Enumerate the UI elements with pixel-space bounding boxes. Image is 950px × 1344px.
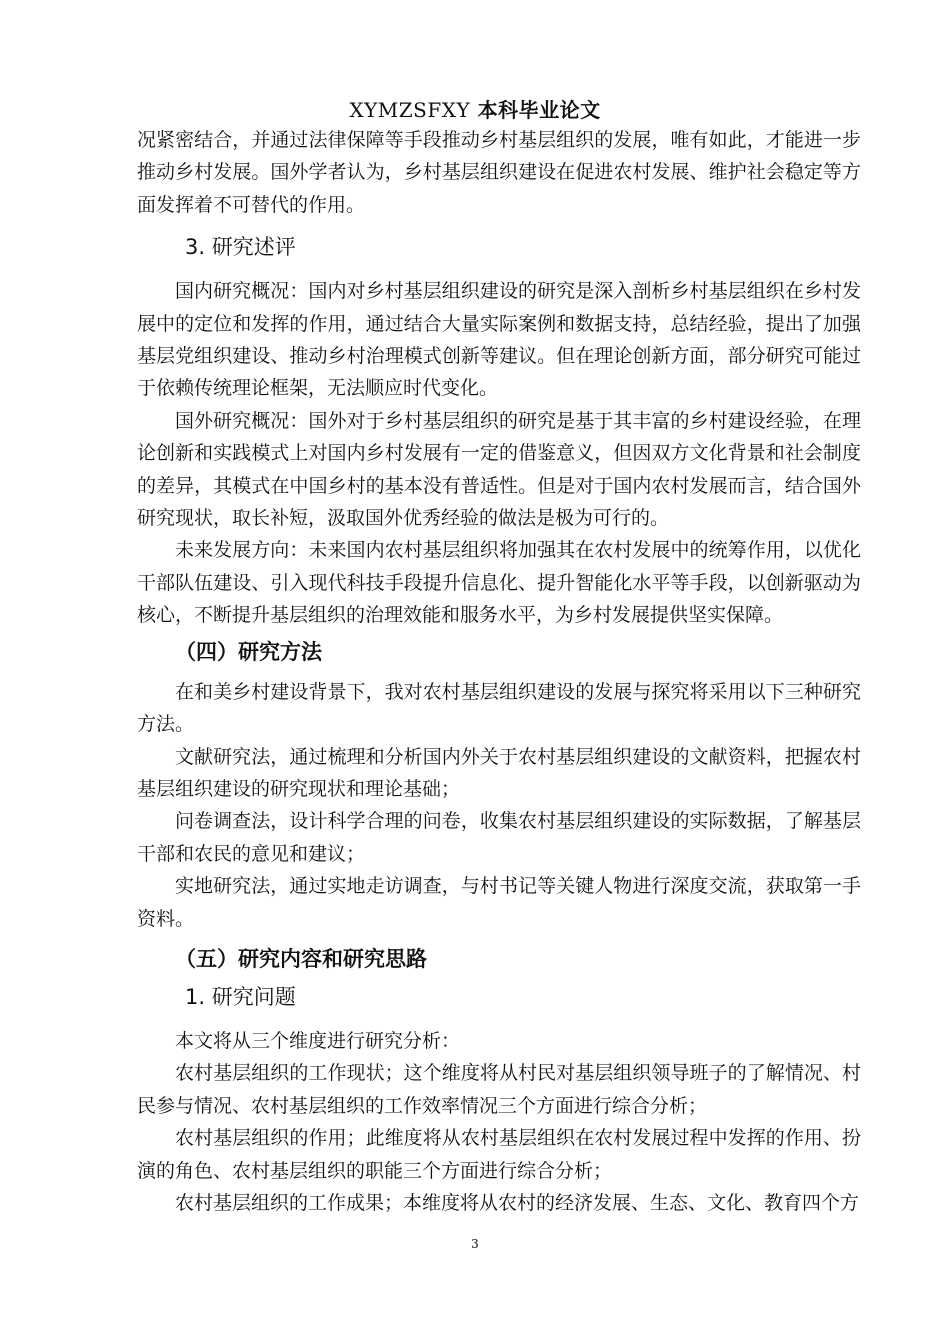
paragraph-dimension-role: 农村基层组织的作用；此维度将从农村基层组织在农村发展过程中发挥的作用、扮演的角色、农村基层组织的职能三个方面进行综合分析； [137, 1127, 861, 1182]
page-header [0, 96, 950, 124]
paragraph-future-direction: 未来发展方向：未来国内农村基层组织将加强其在农村发展中的统筹作用，以优化干部队伍建设、引入现代科技手段提升信息化、提升智能化水平等手段，以创新驱动为核心，不断提升基层组织的治理效能和服务水平，为乡村发展提供坚实保障。 [137, 539, 861, 627]
heading-research-questions: 1. 研究问题 [185, 984, 296, 1009]
page-number: 3 [471, 1237, 479, 1251]
heading-research-methods: （四）研究方法 [175, 639, 322, 664]
paragraph-survey-method: 问卷调查法，设计科学合理的问卷，收集农村基层组织建设的实际数据，了解基层干部和农民的意见和建议； [137, 810, 861, 865]
header-title: 本科毕业论文 [470, 98, 601, 122]
paragraph-foreign-research: 国外研究概况：国外对于乡村基层组织的研究是基于其丰富的乡村建设经验，在理论创新和实践模式上对国内乡村发展有一定的借鉴意义，但因双方文化背景和社会制度的差异，其模式在中国乡村的基本没有普适性。但是对于国内农村发展而言，结合国外研究现状，取长补短，汲取国外优秀经验的做法是极为可行的。 [137, 409, 861, 530]
paragraph-methods-intro: 在和美乡村建设背景下，我对农村基层组织建设的发展与探究将采用以下三种研究方法。 [137, 680, 861, 736]
paragraph-literature-method: 文献研究法，通过梳理和分析国内外关于农村基层组织建设的文献资料，把握农村基层组织建设的研究现状和理论基础； [137, 745, 861, 800]
paragraph-field-method: 实地研究法，通过实地走访调查，与村书记等关键人物进行深度交流，获取第一手资料。 [137, 875, 861, 930]
paragraph-dimensions-intro: 本文将从三个维度进行研究分析： [175, 1029, 461, 1052]
paragraph-domestic-research: 国内研究概况：国内对乡村基层组织建设的研究是深入剖析乡村基层组织在乡村发展中的定位和发挥的作用，通过结合大量实际案例和数据支持，总结经验，提出了加强基层党组织建设、推动乡村治理模式创新等建议。但在理论创新方面，部分研究可能过于依赖传统理论框架，无法顺应时代变化。 [137, 280, 861, 400]
paragraph-continuation: 况紧密结合，并通过法律保障等手段推动乡村基层组织的发展，唯有如此，才能进一步推动乡村发展。国外学者认为，乡村基层组织建设在促进农村发展、维护社会稳定等方面发挥着不可替代的作用。 [137, 129, 861, 216]
document-body [137, 124, 861, 1219]
header-prefix: XYMZSFXY [349, 98, 471, 122]
heading-research-review: 3. 研究述评 [185, 235, 296, 260]
paragraph-dimension-results: 农村基层组织的工作成果；本维度将从农村的经济发展、生态、文化、教育四个方 [175, 1191, 860, 1214]
paragraph-dimension-status: 农村基层组织的工作现状；这个维度将从村民对基层组织领导班子的了解情况、村民参与情况、农村基层组织的工作效率情况三个方面进行综合分析； [137, 1062, 861, 1117]
heading-research-content: （五）研究内容和研究思路 [175, 946, 427, 971]
